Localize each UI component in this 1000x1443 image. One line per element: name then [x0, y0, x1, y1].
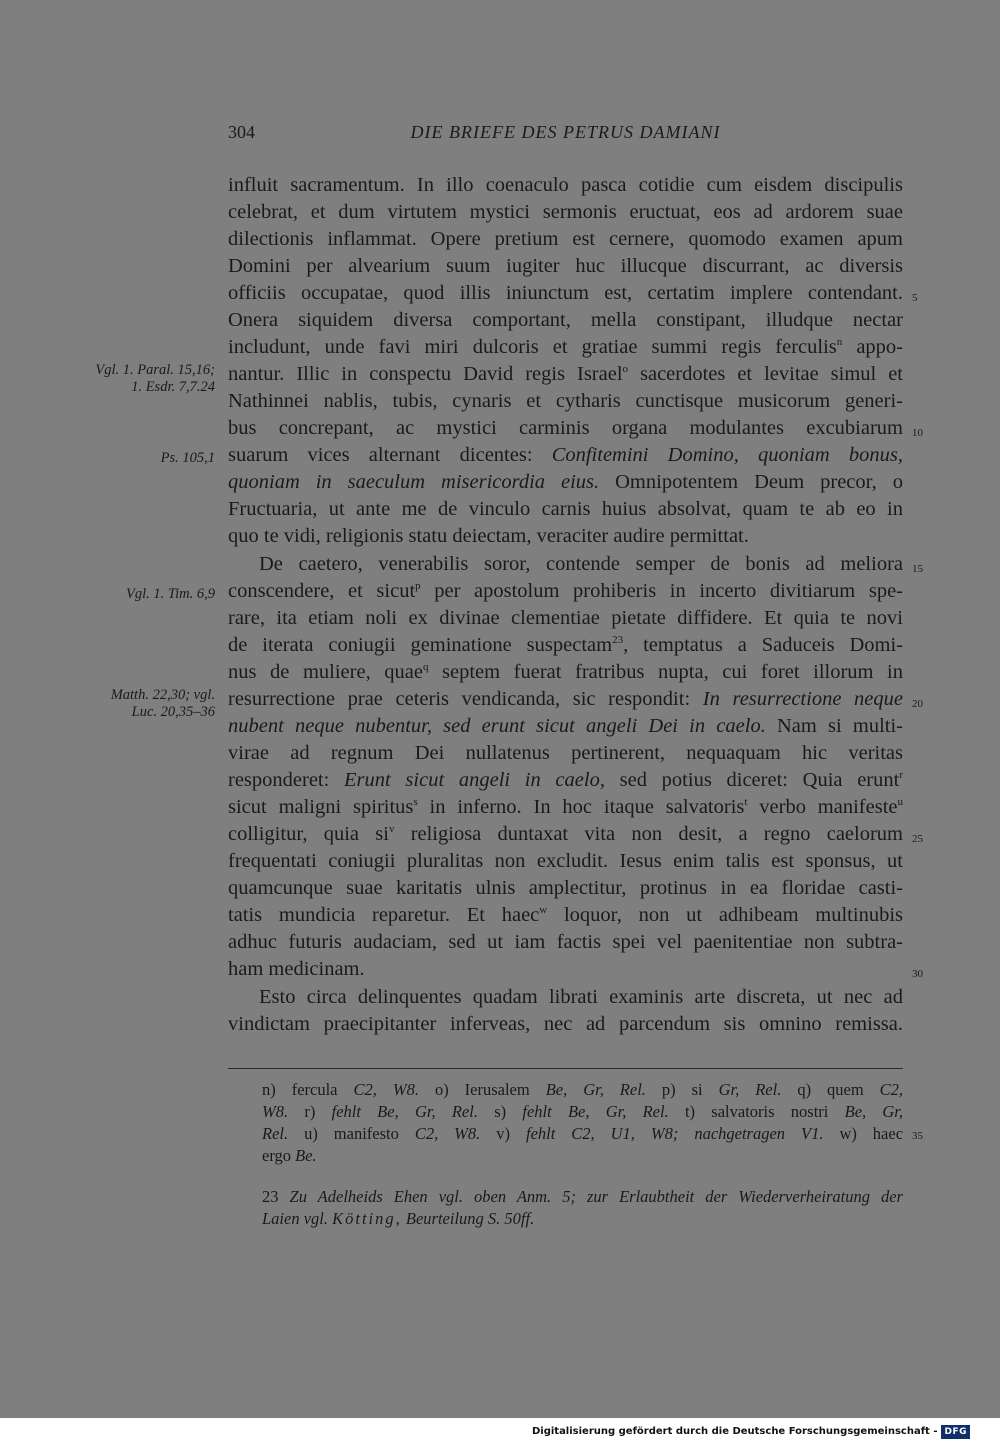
line-number: 25 [912, 833, 923, 845]
text-line: bus concrepant, ac mystici carminis organa modulantes excubiarum [228, 417, 903, 439]
text-line: vindictam praecipitanter inferveas, nec ad parcendum sis omnino remissa. [228, 1013, 903, 1035]
line-number: 5 [912, 292, 918, 304]
text-line: responderet: Erunt sicut angeli in caelo, sed potius diceret: Quia erunt$^r$ [228, 769, 903, 791]
running-title: DIE BRIEFE DES PETRUS DAMIANI [410, 122, 721, 142]
line-number: 30 [912, 968, 923, 980]
text-line: Domini per alvearium suum iugiter huc illucque discurrant, ac diversis [228, 255, 903, 277]
dfg-logo: DFG [941, 1425, 970, 1439]
footnote: 23 Zu Adelheids Ehen vgl. oben Anm. 5; zur Erlaubtheit der Wiederverheiratung der [262, 1187, 903, 1206]
margin-reference: Vgl. 1. Paral. 15,16; 1. Esdr. 7,7.24 [95, 362, 215, 395]
line-number: 20 [912, 698, 923, 710]
margin-reference: Matth. 22,30; vgl. Luc. 20,35–36 [110, 687, 215, 720]
text-line: sicut maligni spiritus$^s$ in inferno. In hoc itaque salvatoris$^t$ verbo manifeste$^u$ [228, 796, 903, 818]
text-line: nus de muliere, quae$^q$ septem fuerat fratribus nupta, cui foret illorum in [228, 661, 903, 683]
text-line: quo te vidi, religionis statu deiectam, veraciter audire permittat. [228, 525, 749, 547]
line-number: 35 [912, 1130, 923, 1142]
apparatus-line: Rel. u) manifesto C2, W8. v) fehlt C2, U1, W8; nachgetragen V1. w) haec [262, 1124, 904, 1143]
text-line: De caetero, venerabilis soror, contende semper de bonis ad meliora [259, 553, 903, 575]
running-header [228, 122, 903, 146]
text-line: Onera siquidem diversa comportant, mella constipant, illudque nectar [228, 309, 903, 331]
footnote-continuation: Laien vgl. Kötting, Beurteilung S. 50ff. [262, 1209, 535, 1228]
digitization-credit: Digitalisierung gefördert durch die Deutsche Forschungsgemeinschaft - DFG [532, 1425, 970, 1439]
apparatus-line: W8. r) fehlt Be, Gr, Rel. s) fehlt Be, Gr, Rel. t) salvatoris nostri Be, Gr, [262, 1102, 904, 1121]
margin-reference: Vgl. 1. Tim. 6,9 [125, 586, 215, 602]
text-line: nubent neque nubentur, sed erunt sicut angeli Dei in caelo. Nam si multi- [228, 715, 903, 737]
text-line: de iterata coniugii geminatione suspectam$^{23}$, temptatus a Saduceis Domi- [228, 634, 904, 656]
text-line: quoniam in saeculum misericordia eius. Omnipotentem Deum precor, o [228, 471, 904, 493]
page-number: 304 [228, 122, 255, 142]
text-line: celebrat, et dum virtutem mystici sermonis eructuat, eos ad ardorem suae [228, 201, 903, 223]
text-line: ham medicinam. [228, 958, 365, 980]
text-line: tatis mundicia reparetur. Et haec$^w$ loquor, non ut adhibeam multinubis [228, 904, 903, 926]
text-line: quamcunque suae karitatis ulnis amplectitur, protinus in ea floridae casti- [228, 877, 903, 899]
text-line: nantur. Illic in conspectu David regis Israel$^o$ sacerdotes et levitae simul et [228, 363, 903, 385]
apparatus-line: ergo Be. [262, 1146, 317, 1165]
text-line: dilectionis inflammat. Opere pretium est cernere, quomodo examen apum [228, 228, 903, 250]
text-line: resurrectione prae ceteris vendicanda, sic respondit: In resurrectione neque [228, 688, 903, 710]
apparatus-line: n) fercula C2, W8. o) Ierusalem Be, Gr, Rel. p) si Gr, Rel. q) quem C2, [262, 1080, 904, 1099]
text-line: suarum vices alternant dicentes: Confitemini Domino, quoniam bonus, [228, 444, 903, 466]
text-line: frequentati coniugii pluralitas non excludit. Iesus enim talis est sponsus, ut [228, 850, 903, 872]
text-line: includunt, unde favi miri dulcoris et gratiae summi regis ferculis$^n$ appo- [228, 336, 903, 358]
margin-reference: Ps. 105,1 [160, 450, 215, 466]
text-line: adhuc futuris audaciam, sed ut iam factis spei vel paenitentiae non subtra- [228, 931, 903, 953]
text-line: Nathinnei nablis, tubis, cynaris et cytharis cunctisque musicorum generi- [228, 390, 903, 412]
text-line: conscendere, et sicut$^p$ per apostolum prohiberis in incerto divitiarum spe- [228, 580, 904, 602]
text-line: Esto circa delinquentes quadam librati examinis arte discreta, ut nec ad [259, 986, 903, 1008]
line-number: 10 [912, 427, 923, 439]
text-line: rare, ita etiam noli ex divinae clementiae pietate diffidere. Et quia te novi [228, 607, 903, 629]
text-line: officiis occupatae, quod illis iniunctum est, certatim implere contendant. [228, 282, 903, 304]
text-line: influit sacramentum. In illo coenaculo pasca cotidie cum eisdem discipulis [228, 174, 903, 196]
footnote-rule [228, 1068, 903, 1069]
text-line: virae ad regnum Dei nullatenus pertinerent, nequaquam hic veritas [228, 742, 903, 764]
line-number: 15 [912, 563, 923, 575]
text-line: Fructuaria, ut ante me de vinculo carnis huius absolvat, quam te ab eo in [228, 498, 903, 520]
text-line: colligitur, quia $si^v$ religiosa duntaxat vita non desit, a regno caelorum [228, 823, 903, 845]
